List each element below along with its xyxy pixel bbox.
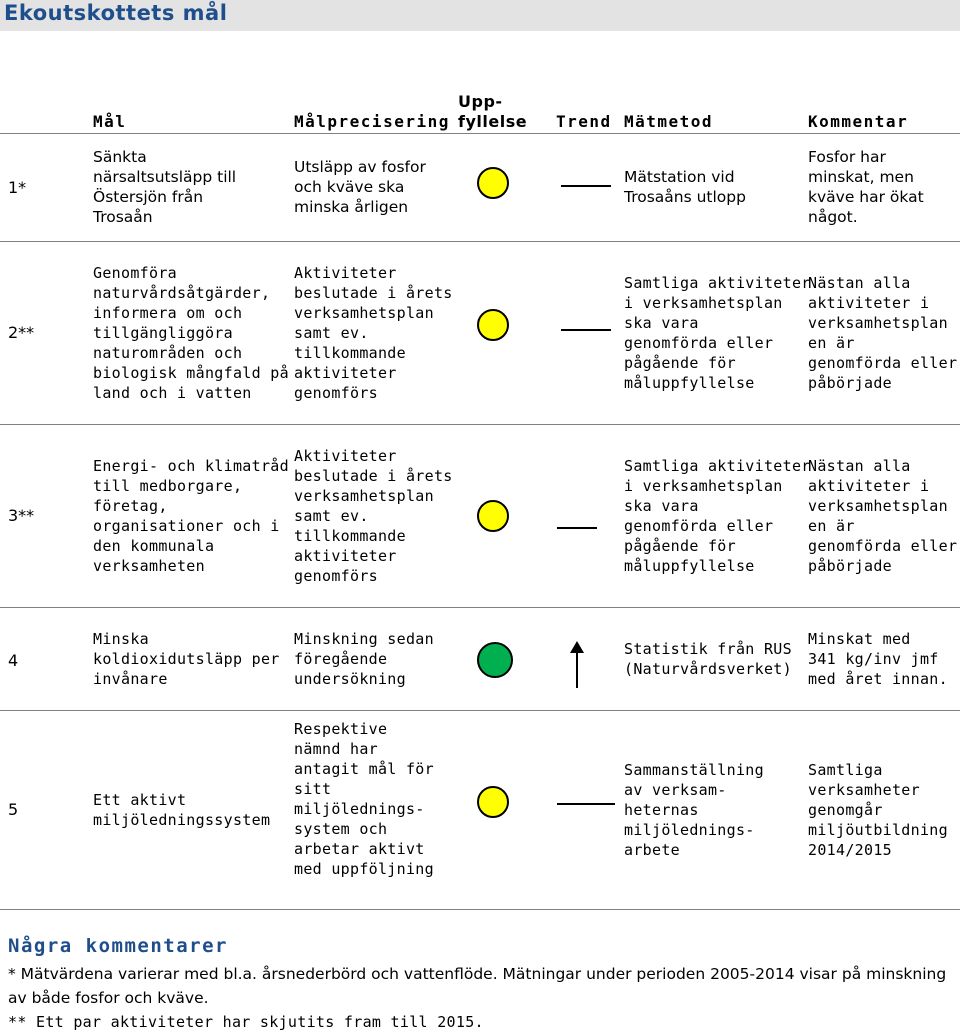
goal-text: Ett aktivt miljöledningssystem [93,791,271,829]
trend-flat-line [561,185,611,187]
row-divider [0,710,960,711]
row-number: 2** [8,323,35,342]
trend-flat-line [557,527,597,529]
row-divider [0,241,960,242]
comments-heading: Några kommentarer [8,935,228,957]
measurement-method: Samtliga aktiviteter i verksamhetsplan ska vara genomförda eller pågående för måluppfyllelse [624,457,811,575]
row-divider [0,607,960,608]
goal-text: Genomföra naturvårdsåtgärder, informera om och tillgängliggöra naturområden och biologisk mångfald på land och i vatten [93,264,289,402]
status-indicator-yellow [477,786,509,818]
measurement-method: Sammanställning av verksam- heternas miljölednings- arbete [624,761,764,859]
trend-flat-line [561,329,611,331]
row-divider [0,424,960,425]
row-number: 4 [8,651,19,670]
goal-specification: Aktiviteter beslutade i årets verksamhetsplan samt ev. tillkommande aktiviteter genomförs [294,264,453,402]
row-divider [0,909,960,910]
status-indicator-yellow [477,500,509,532]
measurement-method: Statistik från RUS (Naturvårdsverket) [624,640,792,678]
goal-text: Energi- och klimatråd till medborgare, företag, organisationer och i den kommunala verksamheten [93,457,289,575]
status-indicator-green [477,642,513,678]
goal-specification: Minskning sedan föregående undersökning [294,630,434,688]
comment-text: Minskat med 341 kg/inv jmf med året innan. [808,630,948,688]
comment-text: Samtliga verksamheter genomgår miljöutbildning 2014/2015 [808,761,948,859]
column-header-uppfyllelse: Upp- fyllelse [458,92,528,131]
measurement-method: Mätstation vid Trosaåns utlopp [624,168,746,206]
comment-text: Nästan alla aktiviteter i verksamhetsplan en är genomförda eller påbörjade [808,457,958,575]
goal-specification: Respektive nämnd har antagit mål för sitt miljölednings- system och arbetar aktivt med uppföljning [294,720,434,878]
goal-text: Minska koldioxidutsläpp per invånare [93,630,280,688]
comment-text: Fosfor har minskat, men kväve har ökat något. [808,148,924,226]
row-number: 3** [8,506,35,525]
status-indicator-yellow [477,309,509,341]
row-number: 1* [8,178,27,197]
header-divider [0,133,960,134]
column-header-kommentar: Kommentar [808,112,909,131]
measurement-method: Samtliga aktiviteter i verksamhetsplan ska vara genomförda eller pågående för måluppfyllelse [624,274,811,392]
footnote-1: * Mätvärdena varierar med bl.a. årsnederbörd och vattenflöde. Mätningar under perioden 2005-2014 visar på minskning av både fosfor och kväve. [8,965,947,1007]
column-header-matmetod: Mätmetod [624,112,714,131]
page-title: Ekoutskottets mål [0,0,960,31]
row-number: 5 [8,800,19,819]
goal-specification: Aktiviteter beslutade i årets verksamhetsplan samt ev. tillkommande aktiviteter genomförs [294,447,453,585]
column-header-malprecisering: Målprecisering [294,112,450,131]
column-header-trend: Trend [556,112,612,131]
comment-text: Nästan alla aktiviteter i verksamhetsplan en är genomförda eller påbörjade [808,274,958,392]
column-header-mal: Mål [93,112,127,131]
goal-specification: Utsläpp av fosfor och kväve ska minska årligen [294,158,426,216]
goal-text: Sänkta närsaltsutsläpp till Östersjön från Trosaån [93,148,237,226]
status-indicator-yellow [477,167,509,199]
trend-up-arrow-icon [567,641,587,689]
footnote-2: ** Ett par aktiviteter har skjutits fram till 2015. [8,1013,484,1031]
trend-flat-line [557,803,615,805]
